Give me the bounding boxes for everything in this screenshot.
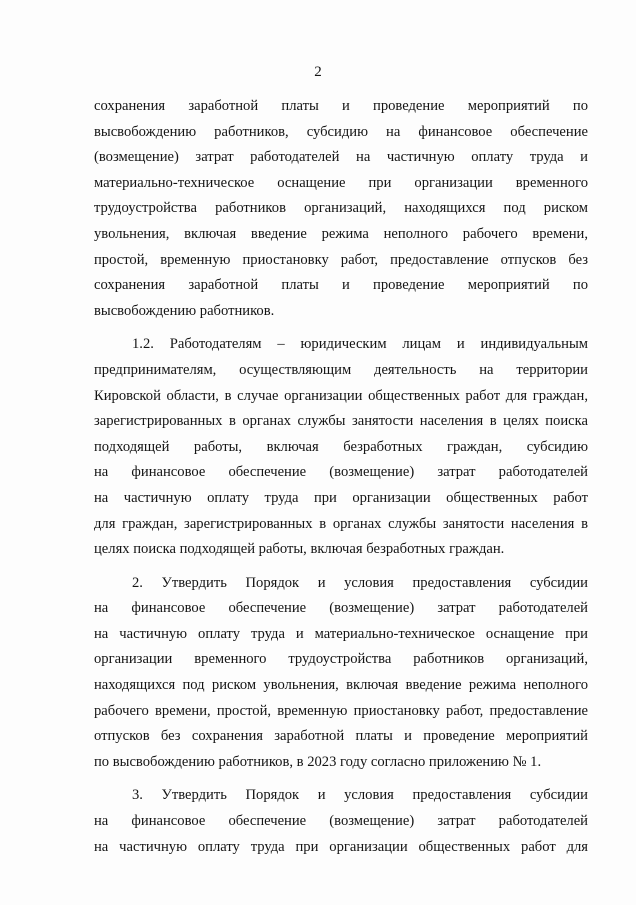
text-line: подходящей работы, включая безработных граждан, субсидию [94, 438, 588, 455]
text-line: увольнения, включая введение режима неполного рабочего времени, [94, 225, 588, 242]
paragraph-p4 [94, 783, 588, 860]
text-line: находящихся под риском увольнения, включая введение режима неполного [94, 677, 588, 694]
text-line: предпринимателям, осуществляющим деятельность на территории [94, 361, 588, 378]
text-line: для граждан, зарегистрированных в органах службы занятости населения в [94, 515, 588, 532]
text-line: на финансовое обеспечение (возмещение) затрат работодателей [94, 813, 588, 830]
text-line: отпусков без сохранения заработной платы и проведение мероприятий [94, 728, 588, 745]
paragraph-p1 [94, 94, 588, 324]
text-line: Кировской области, в случае организации общественных работ для граждан, [94, 387, 588, 404]
text-line: целях поиска подходящей работы, включая безработных граждан. [94, 541, 505, 558]
text-line: материально-техническое оснащение при организации временного [94, 174, 588, 191]
paragraph-spacer [94, 324, 588, 332]
text-line: на финансовое обеспечение (возмещение) затрат работодателей [94, 600, 588, 617]
text-line: организации временного трудоустройства работников организаций, [94, 651, 588, 668]
text-line: сохранения заработной платы и проведение мероприятий по [94, 277, 588, 294]
text-line: высвобождению работников. [94, 302, 275, 319]
text-line: зарегистрированных в органах службы занятости населения в целях поиска [94, 413, 588, 430]
paragraph-spacer [94, 563, 588, 571]
page-number: 2 [314, 64, 322, 80]
text-line: на частичную оплату труда при организации общественных работ [94, 489, 588, 506]
document-body [94, 94, 588, 860]
text-line: по высвобождению работников, в 2023 году согласно приложению № 1. [94, 753, 542, 770]
paragraph-p3 [94, 571, 588, 776]
text-line: рабочего времени, простой, временную приостановку работ, предоставление [94, 702, 588, 719]
text-line: 1.2. Работодателям – юридическим лицам и индивидуальным [132, 336, 588, 353]
text-line: 2. Утвердить Порядок и условия предоставления субсидии [132, 574, 588, 591]
text-line: сохранения заработной платы и проведение мероприятий по [94, 98, 588, 114]
text-line: на частичную оплату труда и материально-техническое оснащение при [94, 625, 588, 642]
text-line: на финансовое обеспечение (возмещение) затрат работодателей [94, 464, 588, 481]
text-line: 3. Утвердить Порядок и условия предоставления субсидии [132, 787, 588, 804]
text-line: простой, временную приостановку работ, предоставление отпусков без [94, 251, 588, 268]
paragraph-spacer [94, 775, 588, 783]
paragraph-p2 [94, 332, 588, 562]
text-line: на частичную оплату труда при организации общественных работ для [94, 838, 588, 855]
text-line: трудоустройства работников организаций, находящихся под риском [94, 200, 588, 217]
text-line: (возмещение) затрат работодателей на частичную оплату труда и [94, 149, 588, 166]
text-line: высвобождению работников, субсидию на финансовое обеспечение [94, 123, 588, 140]
